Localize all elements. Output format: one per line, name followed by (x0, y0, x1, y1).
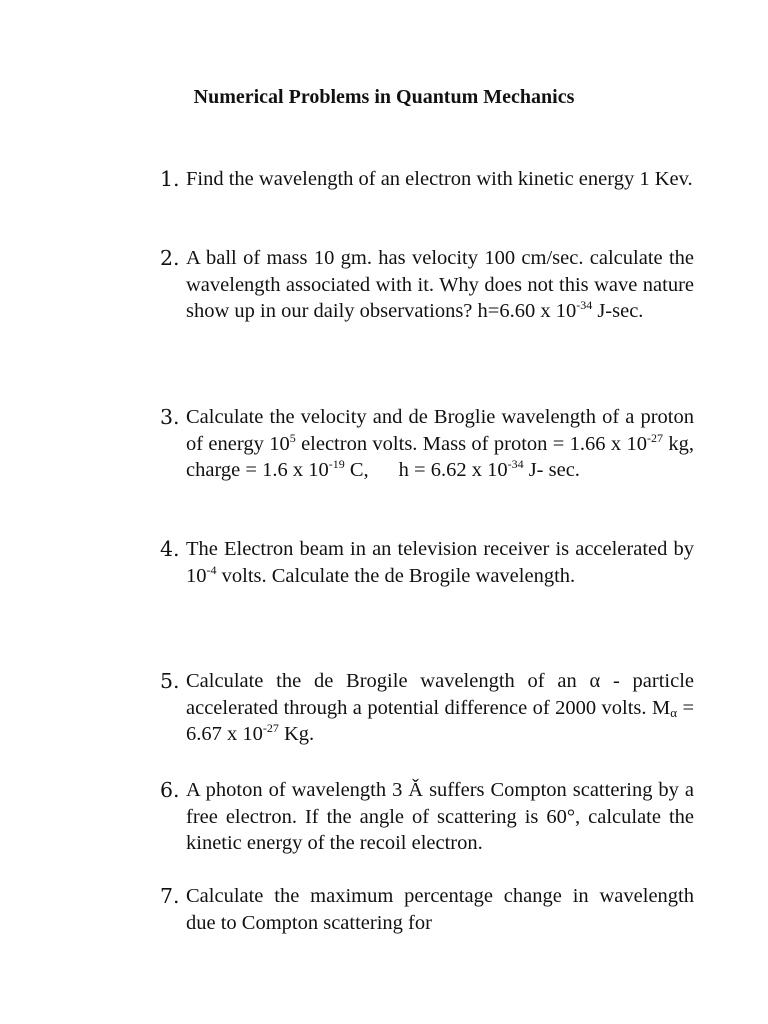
problem-4 (160, 536, 694, 589)
problem-number: 7. (160, 884, 180, 908)
problem-text: The Electron beam in an television receiver is accelerated by $10^{-4}$ volts. Calculate the de Brogile wavelength. (186, 538, 694, 587)
problem-text: Calculate the velocity and de Broglie wavelength of a proton of energy $10^5$ electron volts. Mass of proton = 1.66 x $10^{-27}$ kg, charge = 1.6 x $10^{-19}$ C, h = 6.62 x $10^{-34}$ J- sec. (186, 406, 694, 481)
problem-number: 6. (160, 778, 180, 802)
problem-number: 2. (160, 246, 180, 270)
problem-number: 3. (160, 405, 180, 429)
problem-7 (160, 883, 694, 936)
problem-5 (160, 668, 694, 748)
problem-6 (160, 777, 694, 857)
problem-text: A photon of wavelength 3 Ǎ suffers Compton scattering by a free electron. If the angle of scattering is 60°, calculate the kinetic energy of the recoil electron. (186, 779, 694, 854)
problem-number: 1. (160, 167, 180, 191)
problem-3 (160, 404, 694, 484)
page-title: Numerical Problems in Quantum Mechanics (193, 86, 575, 108)
problem-text: A ball of mass 10 gm. has velocity 100 cm/sec. calculate the wavelength associated with it. Why does not this wave nature show up in our daily observations? h=6.60 x $10^{-34}$ J-sec. (186, 247, 694, 322)
problem-text: Calculate the de Brogile wavelength of an α - particle accelerated through a potential difference of 2000 volts. $M_\alpha = 6.67$ x $10^{-27}$ Kg. (186, 670, 695, 745)
problem-number: 5. (160, 669, 180, 693)
problem-number: 4. (160, 537, 180, 561)
problem-text: Calculate the maximum percentage change in wavelength due to Compton scattering for (186, 885, 694, 934)
problem-2 (160, 245, 694, 325)
problem-text: Find the wavelength of an electron with kinetic energy 1 Kev. (186, 168, 693, 190)
problem-1 (160, 166, 694, 193)
